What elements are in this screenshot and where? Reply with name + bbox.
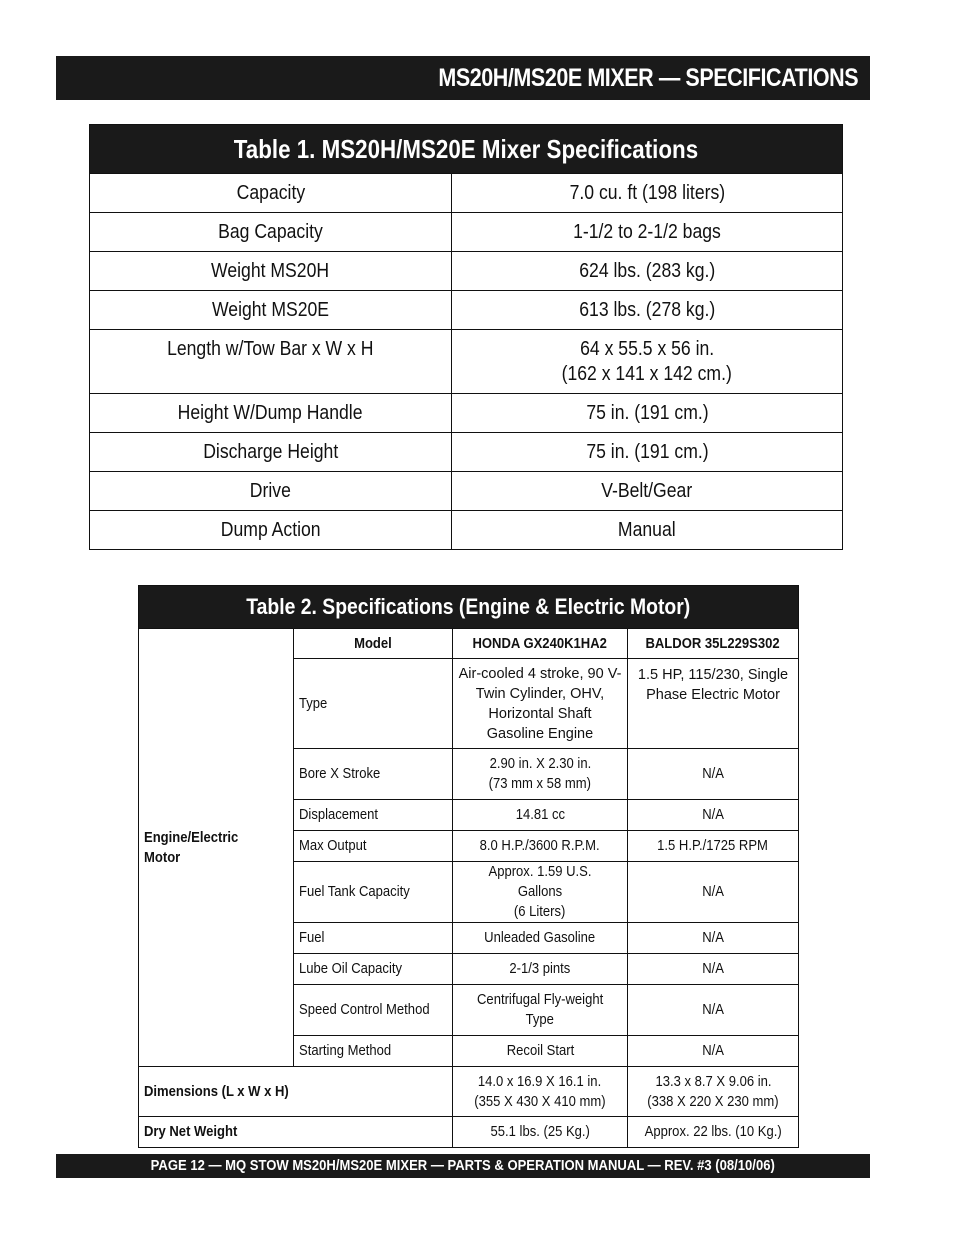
footer-text: PAGE 12 — MQ STOW MS20H/MS20E MIXER — PARTS & OPERATION MANUAL — REV. #3 (08/10/06) — [150, 1158, 776, 1174]
spec-value: Manual — [452, 511, 843, 550]
spec-value: 1-1/2 to 2-1/2 bags — [452, 213, 843, 252]
table-row — [90, 394, 843, 433]
row-label: Displacement — [294, 800, 453, 831]
page-header — [56, 56, 870, 100]
engine-value: Unleaded Gasoline — [453, 923, 628, 954]
motor-value: N/A — [628, 862, 799, 923]
spec-value: 64 x 55.5 x 56 in. (162 x 141 x 142 cm.) — [452, 330, 843, 394]
table-row — [139, 1067, 799, 1117]
spec-label: Height W/Dump Handle — [90, 394, 452, 433]
engine-value: Centrifugal Fly-weight Type — [453, 985, 628, 1036]
spec-value: 624 lbs. (283 kg.) — [452, 252, 843, 291]
engine-value: 55.1 lbs. (25 Kg.) — [453, 1117, 628, 1148]
spec-label: Weight MS20E — [90, 291, 452, 330]
row-label: Dry Net Weight — [139, 1117, 453, 1148]
engine-value: 14.81 cc — [453, 800, 628, 831]
motor-value: N/A — [628, 985, 799, 1036]
spec-value: 75 in. (191 cm.) — [452, 394, 843, 433]
table-row — [90, 174, 843, 213]
row-label: Speed Control Method — [294, 985, 453, 1036]
motor-value: N/A — [628, 749, 799, 800]
spec-label: Capacity — [90, 174, 452, 213]
column-header: HONDA GX240K1HA2 — [453, 629, 628, 659]
table-row — [90, 252, 843, 291]
spec-value: 613 lbs. (278 kg.) — [452, 291, 843, 330]
spec-label: Dump Action — [90, 511, 452, 550]
motor-value: Approx. 22 lbs. (10 Kg.) — [628, 1117, 799, 1148]
table-row — [90, 433, 843, 472]
row-label: Type — [294, 659, 453, 749]
column-header: Model — [294, 629, 453, 659]
group-label: Engine/Electric Motor — [139, 629, 294, 1067]
engine-value: Approx. 1.59 U.S. Gallons (6 Liters) — [453, 862, 628, 923]
motor-value: N/A — [628, 1036, 799, 1067]
motor-value: N/A — [628, 923, 799, 954]
row-label: Starting Method — [294, 1036, 453, 1067]
motor-value: 13.3 x 8.7 X 9.06 in. (338 X 220 X 230 mm) — [628, 1067, 799, 1117]
engine-value: 14.0 x 16.9 X 16.1 in. (355 X 430 X 410 mm) — [453, 1067, 628, 1117]
table-row — [90, 291, 843, 330]
table-row — [90, 472, 843, 511]
spec-value: 7.0 cu. ft (198 liters) — [452, 174, 843, 213]
motor-value: N/A — [628, 954, 799, 985]
spec-value: 75 in. (191 cm.) — [452, 433, 843, 472]
mixer-specifications-table — [89, 124, 843, 550]
table-header-row — [139, 629, 799, 659]
spec-value: V-Belt/Gear — [452, 472, 843, 511]
spec-label: Weight MS20H — [90, 252, 452, 291]
row-label: Fuel — [294, 923, 453, 954]
table-row — [90, 213, 843, 252]
motor-value: 1.5 H.P./1725 RPM — [628, 831, 799, 862]
row-label: Dimensions (L x W x H) — [139, 1067, 453, 1117]
page-title: MS20H/MS20E MIXER — SPECIFICATIONS — [438, 63, 858, 92]
table2-title: Table 2. Specifications (Engine & Electric Motor) — [139, 586, 799, 629]
spec-label: Drive — [90, 472, 452, 511]
engine-motor-specifications-table — [138, 585, 799, 1148]
row-label: Fuel Tank Capacity — [294, 862, 453, 923]
table-row — [139, 1117, 799, 1148]
engine-value: Air-cooled 4 stroke, 90 V-Twin Cylinder, OHV, Horizontal Shaft Gasoline Engine — [453, 659, 628, 749]
row-label: Bore X Stroke — [294, 749, 453, 800]
engine-value: Recoil Start — [453, 1036, 628, 1067]
row-label: Max Output — [294, 831, 453, 862]
column-header: BALDOR 35L229S302 — [628, 629, 799, 659]
row-label: Lube Oil Capacity — [294, 954, 453, 985]
table1-title: Table 1. MS20H/MS20E Mixer Specifications — [90, 125, 843, 174]
table-row — [90, 330, 843, 394]
engine-value: 2-1/3 pints — [453, 954, 628, 985]
motor-value: 1.5 HP, 115/230, Single Phase Electric Motor — [628, 659, 799, 749]
engine-value: 8.0 H.P./3600 R.P.M. — [453, 831, 628, 862]
table-row — [90, 511, 843, 550]
motor-value: N/A — [628, 800, 799, 831]
engine-value: 2.90 in. X 2.30 in. (73 mm x 58 mm) — [453, 749, 628, 800]
spec-label: Bag Capacity — [90, 213, 452, 252]
spec-label: Length w/Tow Bar x W x H — [90, 330, 452, 394]
page-footer — [56, 1154, 870, 1178]
spec-label: Discharge Height — [90, 433, 452, 472]
